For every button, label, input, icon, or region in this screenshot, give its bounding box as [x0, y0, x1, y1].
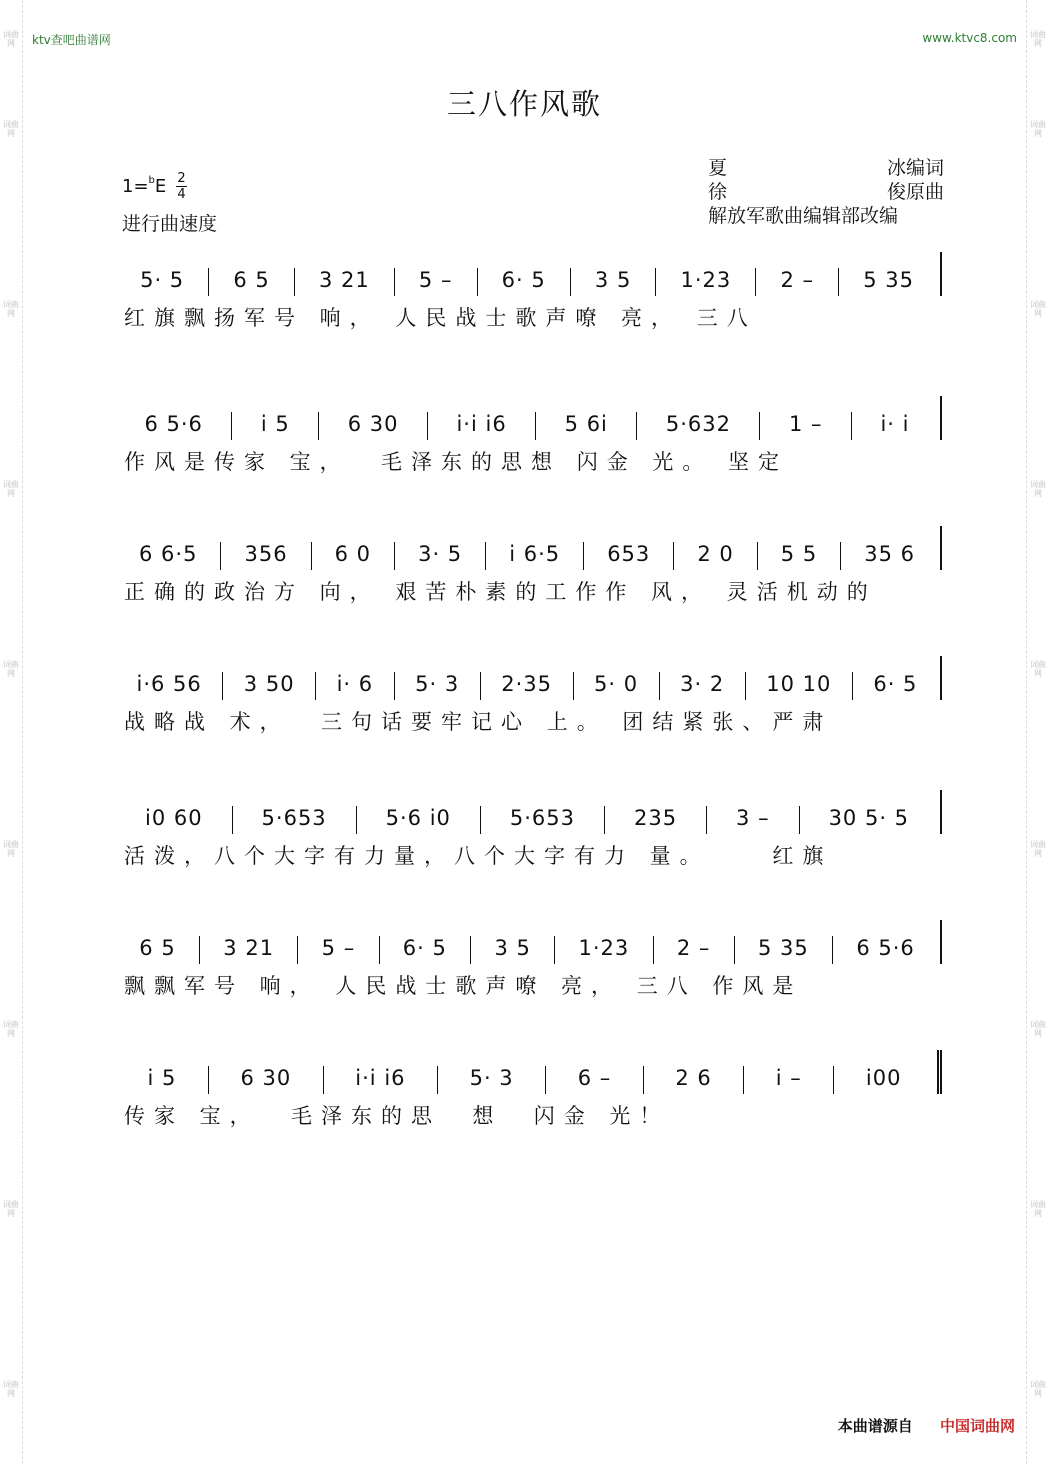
margin-mark: 词曲网 — [1030, 1380, 1046, 1398]
measure: 3 5 — [570, 268, 656, 296]
right-watermark-strip — [1026, 0, 1049, 1464]
measure: i·i i6 — [427, 412, 535, 440]
meter-top: 2 — [177, 171, 186, 186]
measure: i00 — [833, 1066, 933, 1094]
notation-line — [116, 1050, 942, 1094]
margin-mark: 词曲网 — [3, 120, 19, 138]
measure: 5 35 — [734, 936, 832, 964]
measure: 235 — [604, 806, 706, 834]
credit-composer — [708, 180, 944, 204]
margin-mark: 词曲网 — [1030, 480, 1046, 498]
measure: 6· 5 — [379, 936, 471, 964]
measure: i 6·5 — [485, 542, 583, 570]
score-system — [116, 252, 942, 332]
measure: 6 – — [545, 1066, 643, 1094]
score-system — [116, 1050, 942, 1130]
time-signature — [176, 172, 187, 201]
measure: 6 0 — [311, 542, 394, 570]
measure: i·i i6 — [323, 1066, 437, 1094]
measure: i0 60 — [144, 806, 203, 830]
measure: 6· 5 — [852, 672, 938, 700]
meter-bottom: 4 — [177, 187, 186, 202]
lyric-line: 战略战 术， 三句话要牢记心 上。 团结紧张、严肃 — [124, 710, 833, 734]
measure: 10 10 — [745, 672, 852, 700]
score-system — [116, 526, 942, 606]
measure: 5 – — [297, 936, 378, 964]
score-system — [116, 396, 942, 476]
key-prefix: 1= — [122, 176, 149, 197]
tempo-marking: 进行曲速度 — [122, 213, 218, 235]
credit-role: 俊原曲 — [886, 181, 944, 203]
measure: 6 5·6 — [144, 412, 203, 436]
measure: 5 6i — [535, 412, 636, 440]
measure: 1 – — [759, 412, 851, 440]
key-note: E — [154, 176, 167, 197]
margin-mark: 词曲网 — [3, 30, 19, 48]
measure: i·6 56 — [136, 672, 202, 696]
credit-name: 解放军歌曲编辑部改编 — [708, 205, 899, 227]
source-credit — [838, 1415, 1015, 1436]
flat-sign: b — [148, 175, 155, 186]
credit-lyricist — [708, 156, 944, 180]
credits — [708, 156, 944, 228]
measure: 653 — [583, 542, 673, 570]
measure: 2 6 — [643, 1066, 743, 1094]
margin-mark: 词曲网 — [1030, 1020, 1046, 1038]
measure: 5 5 — [757, 542, 840, 570]
margin-mark: 词曲网 — [1030, 120, 1046, 138]
source-site-link[interactable]: 中国词曲网 — [939, 1417, 1015, 1435]
notation-line — [116, 790, 942, 834]
lyric-line: 作风是传家 宝， 毛泽东的思想 闪金 光。 坚定 — [124, 450, 789, 474]
measure: 35 6 — [840, 542, 938, 570]
measure: 1·23 — [655, 268, 755, 296]
notation-line — [116, 920, 942, 964]
measure: 3 21 — [294, 268, 394, 296]
notation-line — [116, 656, 942, 700]
measure: 3 – — [706, 806, 799, 834]
measure: i 5 — [147, 1066, 177, 1090]
margin-mark: 词曲网 — [1030, 300, 1046, 318]
measure: 6 30 — [318, 412, 427, 440]
measure: 5·653 — [232, 806, 356, 834]
measure: 6 5 — [139, 936, 176, 960]
notation-line — [116, 396, 942, 440]
measure: 3 5 — [470, 936, 554, 964]
margin-mark: 词曲网 — [1030, 660, 1046, 678]
margin-mark: 词曲网 — [1030, 1200, 1046, 1218]
key-signature — [122, 176, 166, 197]
measure: i 5 — [231, 412, 318, 440]
credit-name: 夏 — [708, 157, 728, 179]
measure: 2·35 — [480, 672, 573, 700]
measure: 6 5·6 — [832, 936, 938, 964]
margin-mark: 词曲网 — [1030, 840, 1046, 858]
site-link-right[interactable]: www.ktvc8.com — [922, 31, 1017, 45]
measure: 6 6·5 — [139, 542, 198, 566]
measure: 5·6 i0 — [356, 806, 480, 834]
score-system — [116, 656, 942, 736]
credit-name: 徐 — [708, 181, 728, 203]
measure: 1·23 — [554, 936, 652, 964]
song-title: 三八作风歌 — [446, 87, 602, 121]
margin-mark: 词曲网 — [3, 480, 19, 498]
score-system — [116, 790, 942, 870]
credit-role: 冰编词 — [886, 157, 944, 179]
credit-arranger — [708, 204, 944, 228]
measure: i – — [743, 1066, 833, 1094]
measure: 2 – — [653, 936, 734, 964]
left-watermark-strip — [0, 0, 23, 1464]
measure: 3· 2 — [659, 672, 745, 700]
source-label: 本曲谱源自 — [837, 1417, 913, 1435]
measure: 6 5 — [208, 268, 294, 296]
notation-line — [116, 252, 942, 296]
measure: 356 — [220, 542, 310, 570]
margin-mark: 词曲网 — [3, 1200, 19, 1218]
lyric-line: 传家 宝， 毛泽东的思 想 闪金 光！ — [124, 1104, 670, 1128]
measure: 2 0 — [673, 542, 756, 570]
measure: 5 35 — [838, 268, 938, 296]
measure: 5· 3 — [394, 672, 480, 700]
measure: 5 – — [394, 268, 477, 296]
notation-line — [116, 526, 942, 570]
measure: 5· 3 — [437, 1066, 545, 1094]
measure: 2 – — [755, 268, 838, 296]
measure: 5·632 — [636, 412, 759, 440]
measure: i· i — [851, 412, 938, 440]
margin-mark: 词曲网 — [3, 840, 19, 858]
score-system — [116, 920, 942, 1000]
measure: 3 50 — [222, 672, 315, 700]
site-link-left[interactable]: ktv查吧曲谱网 — [32, 33, 111, 47]
lyric-line: 飘飘军号 响， 人民战士歌声嘹 亮， 三八 作风是 — [124, 974, 803, 998]
measure: 6· 5 — [477, 268, 570, 296]
measure: 6 30 — [208, 1066, 323, 1094]
margin-mark: 词曲网 — [1030, 30, 1046, 48]
margin-mark: 词曲网 — [3, 1020, 19, 1038]
measure: 5· 0 — [573, 672, 659, 700]
measure: 3 21 — [199, 936, 297, 964]
margin-mark: 词曲网 — [3, 1380, 19, 1398]
measure: 5· 5 — [140, 268, 185, 292]
lyric-line: 红旗飘扬军号 响， 人民战士歌声嘹 亮， 三八 — [124, 306, 757, 330]
measure: i· 6 — [315, 672, 394, 700]
measure: 5·653 — [480, 806, 604, 834]
measure: 30 5· 5 — [799, 806, 938, 834]
margin-mark: 词曲网 — [3, 660, 19, 678]
margin-mark: 词曲网 — [3, 300, 19, 318]
lyric-line: 正确的政治方 向， 艰苦朴素的工作作 风， 灵活机动的 — [124, 580, 877, 604]
lyric-line: 活泼，八个大字有力量，八个大字有力 量。 红旗 — [124, 844, 833, 868]
measure: 3· 5 — [394, 542, 485, 570]
